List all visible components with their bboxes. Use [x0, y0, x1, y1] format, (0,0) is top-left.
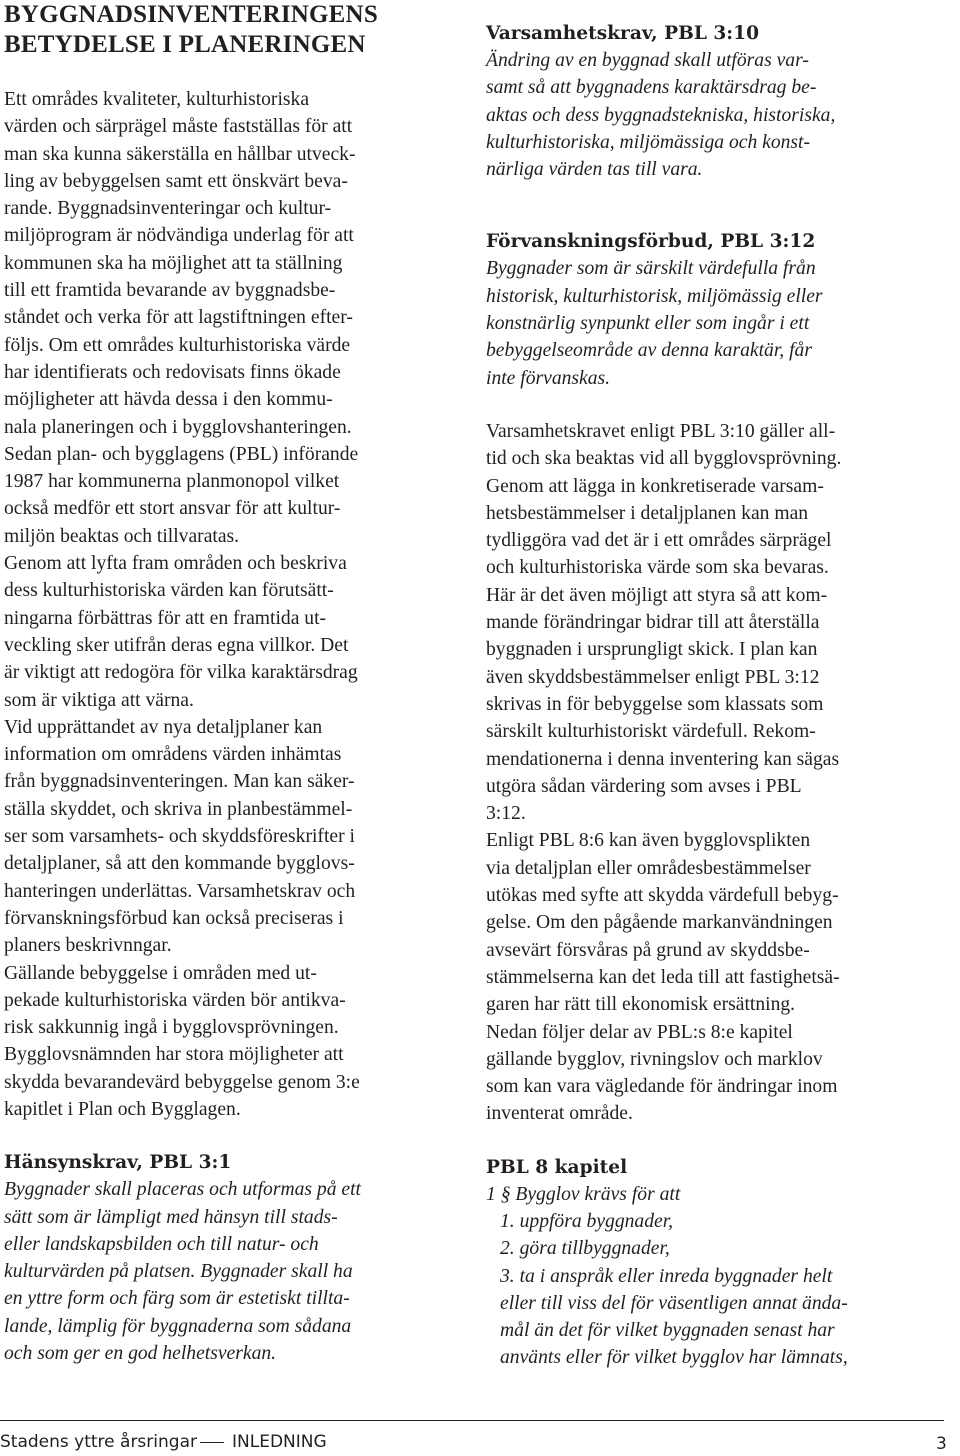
footer-chapter: INLEDNING — [232, 1432, 327, 1452]
hansynskrav-text: Byggnader skall placeras och utformas på ett sätt som är lämpligt med hänsyn till stads- eller landskapsbilden och till natur- och kulturvärden på platsen. Byggnader skall ha en yttre form och färg som är estetiskt tillta- lande, lämplig för byggnaderna som sådana och som ger en god helhetsverkan. — [4, 1179, 361, 1365]
page-title — [4, 0, 472, 60]
footer-divider — [0, 1420, 944, 1421]
varsamhetskrav-section — [486, 0, 946, 183]
paragraph-gallande-bebyggelse: Gällande bebyggelse i områden med ut- pekade kulturhistoriska värden bör antikva- risk sakkunnig ingå i bygglovsprövningen. Bygglovsnämnden har stora möjligheter att skydda bevarandevärd bebyggelse genom 3:e kapitlet i Plan och Bygglagen. — [4, 962, 360, 1120]
hansynskrav-section — [4, 1149, 472, 1367]
varsamhetskrav-text: Ändring av en byggnad skall utföras var- samt så att byggnadens karaktärsdrag be- aktas och dess byggnadstekniska, historiska, kulturhistoriska, miljömässiga och konst- närliga värden tas till vara. — [486, 50, 836, 181]
hansynskrav-heading: Hänsynskrav, PBL 3:1 — [4, 1152, 232, 1174]
forvanskningsforbud-section — [486, 228, 946, 391]
list-item: 3. ta i anspråk eller inreda byggnader helt eller till viss del för väsentligen annat ända- mål än det för vilket byggnaden senast har använts eller för vilket bygglov har lämnats, — [500, 1265, 848, 1369]
pbl8-list — [486, 1208, 946, 1372]
footer-dash — [200, 1442, 224, 1443]
forvanskningsforbud-heading: Förvanskningsförbud, PBL 3:12 — [486, 231, 816, 253]
title-line-2: BETYDELSE I PLANERINGEN — [4, 31, 366, 58]
paragraph-varsamhetskravet: Varsamhetskravet enligt PBL 3:10 gäller all- tid och ska beaktas vid all bygglovsprövning. Genom att lägga in konkretiserade varsam- hetsbestämmelser i detaljplanen kan man tydliggöra vad det är i ett områdes särprägel och kulturhistoriska värde som ska bevaras. Här är det även möjligt att styra så att kom- mande förändringar bidrar till att återställa byggnaden i ursprungligt skick. I plan kan även skyddsbestämmelser enligt PBL 3:12 skrivas in för bebyggelse som klassats som särskilt kulturhistoriskt värdefull. Rekom- mendationerna i denna inventering kan sägas utgöra sådan värdering som avses i PBL 3:12. — [486, 420, 842, 825]
pbl8-heading: PBL 8 kapitel — [486, 1156, 628, 1178]
list-item: 1. uppföra byggnader, — [500, 1210, 674, 1232]
title-line-1: BYGGNADSINVENTERINGENS — [4, 1, 378, 28]
pbl8-intro: 1 § Bygglov krävs för att — [486, 1183, 681, 1205]
varsamhetskrav-heading: Varsamhetskrav, PBL 3:10 — [486, 23, 760, 44]
page-number: 3 — [936, 1434, 947, 1454]
page-footer — [0, 1430, 960, 1456]
paragraph-bygglovsplikten: Enligt PBL 8:6 kan även bygglovsplikten via detaljplan eller områdesbestämmelser utökas med syfte att skydda värdefull bebyg- gelse. Om den pågående markanvändningen avsevärt försvåras på grund av skyddsbe- stämmelserna kan det leda till att fastighetsä- garen har rätt till ekonomisk ersättning. — [486, 830, 840, 1016]
paragraph-nedan-foljer: Nedan följer delar av PBL:s 8:e kapitel gällande bygglov, rivningslov och marklov som kan vara vägledande för ändringar inom inventerat område. — [486, 1021, 838, 1125]
paragraph-detaljplaner: Vid upprättandet av nya detaljplaner kan information om områdens värden inhämtas från byggnadsinventeringen. Man kan säker- ställa skyddet, och skriva in planbestämmel- ser som varsamhets- och skyddsföreskrifter i detaljplaner, så att den kommande bygglovs- hanteringen underlättas. Varsamhetskrav och förvanskningsförbud kan också preciseras i planers beskrivnngar. — [4, 716, 356, 957]
footer-book-title: Stadens yttre årsringar — [0, 1432, 197, 1452]
paragraph-lyfta-fram: Genom att lyfta fram områden och beskriva dess kulturhistoriska värden kan förutsätt- ningarna förbättras för att en framtida ut- veckling sker utifrån deras egna villkor. Det är viktigt att redogöra för vilka karaktärsdrag som är viktiga att värna. — [4, 553, 358, 711]
pbl8-section — [486, 1154, 946, 1372]
intro-paragraph: Ett områdes kvaliteter, kulturhistoriska värden och särprägel måste fastställas för att man ska kunna säkerställa en hållbar utveck- ling av bebyggelsen samt ett önskvärt beva- rande. Byggnadsinventeringar och kultur- miljöprogram är nödvändiga underlag för att kommunen ska ha möjlighet att ta ställning till ett framtida bevarande av byggnadsbe- ståndet och verka för att lagstiftningen efter- följs. Om ett områdes kulturhistoriska värde har identifierats och redovisats finns ökade möjligheter att hävda dessa i den kommu- nala planeringen och i bygglovshanteringen. Sedan plan- och bygglagens (PBL) införande 1987 har kommunerna planmonopol vilket också medför ett stort ansvar för att kultur- miljön beaktas och tillvaratas. — [4, 89, 359, 547]
right-column — [486, 0, 946, 1372]
forvanskningsforbud-text: Byggnader som är särskilt värdefulla från historisk, kulturhistorisk, miljömässig eller konstnärlig synpunkt eller som ingår i ett bebyggelseområde av denna karaktär, får inte förvanskas. — [486, 258, 823, 389]
left-column — [4, 0, 472, 1367]
list-item: 2. göra tillbyggnader, — [500, 1238, 670, 1260]
